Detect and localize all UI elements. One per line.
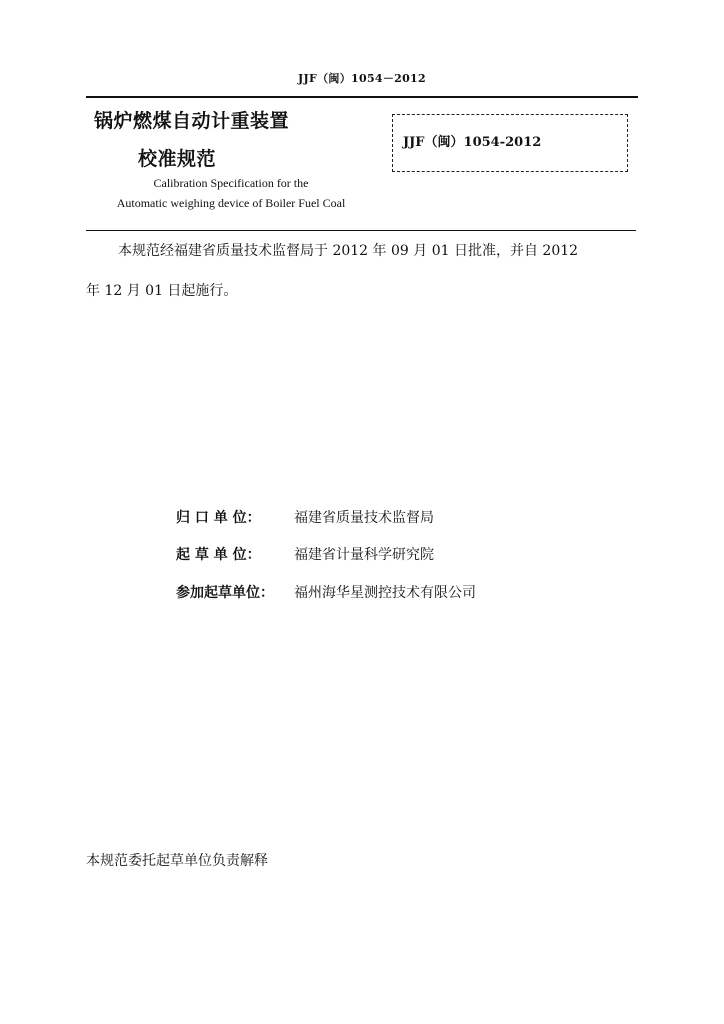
unit-row-participant: [176, 582, 476, 602]
unit-value: 福建省质量技术监督局: [294, 510, 434, 526]
unit-value: 福建省计量科学研究院: [294, 547, 434, 563]
spec-code-box: [392, 114, 628, 172]
footer-note: 本规范委托起草单位负责解释: [86, 853, 268, 869]
unit-label: 参加起草单位：: [176, 585, 274, 601]
header-code: JJF（闽）1054－2012: [298, 72, 426, 85]
title-english-line1: Calibration Specification for the: [153, 176, 309, 190]
unit-value: 福州海华星测控技术有限公司: [294, 585, 476, 601]
approval-text-line2: 年 12 月 01 日起施行。: [86, 283, 238, 299]
spec-code-text: JJF（闽）1054-2012: [403, 135, 542, 150]
title-english-line2: Automatic weighing device of Boiler Fuel Coal: [116, 196, 346, 210]
unit-label: 起 草 单 位：: [176, 547, 261, 563]
unit-label: 归 口 单 位：: [176, 510, 261, 526]
unit-row-authority: [176, 507, 434, 527]
unit-row-drafter: [176, 544, 434, 564]
approval-text-line1: 本规范经福建省质量技术监督局于 2012 年 09 月 01 日批准，并自 2012: [118, 243, 579, 259]
top-rule: [86, 96, 638, 98]
bottom-rule: [86, 230, 636, 231]
title-chinese-line1: 锅炉燃煤自动计重装置: [94, 110, 290, 132]
title-chinese-line2: 校准规范: [138, 148, 217, 170]
